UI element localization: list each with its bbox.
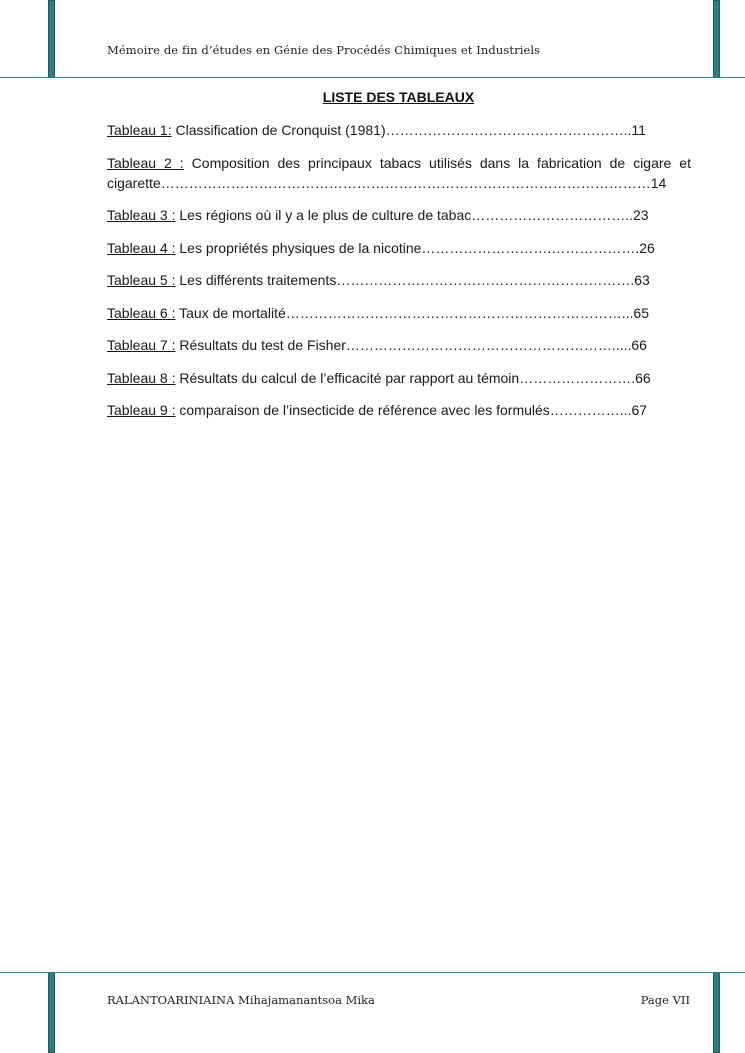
table-list [107,120,691,433]
footer-author: RALANTOARINIAINA Mihajamanantsoa Mika [107,993,375,1007]
entry-text: Résultats du calcul de l’efficacité par rapport au témoin…………………….66 [175,369,651,386]
entry-label: Tableau 5 : [107,272,176,288]
top-right-bar [713,0,720,78]
entry-text: Classification de Cronquist (1981)……………………………………………..11 [171,122,646,138]
entry-text: Résultats du test de Fisher………………………………………………….....66 [175,337,647,353]
page-number: Page VII [640,993,690,1007]
bottom-left-bar [48,972,55,1053]
entry-text: Les différents traitements……………………………………………………….63 [175,272,650,288]
entry-label: Tableau 8 : [107,369,176,386]
entry-text: Les propriétés physiques de la nicotine……………………….……………….26 [175,239,655,256]
footer-rule [0,972,745,973]
page-title: LISTE DES TABLEAUX [322,89,475,105]
list-item-tableau-7 [107,335,691,355]
entry-label: Tableau 2 : [107,154,184,171]
running-header: Mémoire de fin d’études en Génie des Procédés Chimiques et Industriels [107,43,541,57]
list-item-tableau-8 [107,368,691,388]
list-item-tableau-3 [107,205,691,225]
entry-text: Les régions où il y a le plus de culture de tabac……………………………..23 [175,207,649,223]
header-rule [0,77,745,78]
entry-text: Taux de mortalité………………………………………………………………...65 [175,304,649,321]
top-left-bar [48,0,55,78]
entry-label: Tableau 9 : [107,402,176,418]
entry-text: comparaison de l’insecticide de référence avec les formulés……………...67 [175,402,648,418]
list-item-tableau-6 [107,303,691,323]
list-item-tableau-4 [107,238,691,258]
entry-label: Tableau 3 : [107,207,176,223]
list-item-tableau-5 [107,270,691,290]
entry-label: Tableau 4 : [107,239,176,256]
entry-label: Tableau 1: [107,122,172,138]
list-item-tableau-2 [107,153,691,193]
bottom-right-bar [713,972,720,1053]
entry-text: Composition des principaux tabacs utilisés dans la fabrication de cigare et cigarette……………………………………………………………………………………………14 [107,154,691,191]
entry-label: Tableau 7 : [107,337,176,353]
list-item-tableau-1 [107,120,691,140]
entry-label: Tableau 6 : [107,304,176,321]
list-item-tableau-9 [107,400,691,420]
